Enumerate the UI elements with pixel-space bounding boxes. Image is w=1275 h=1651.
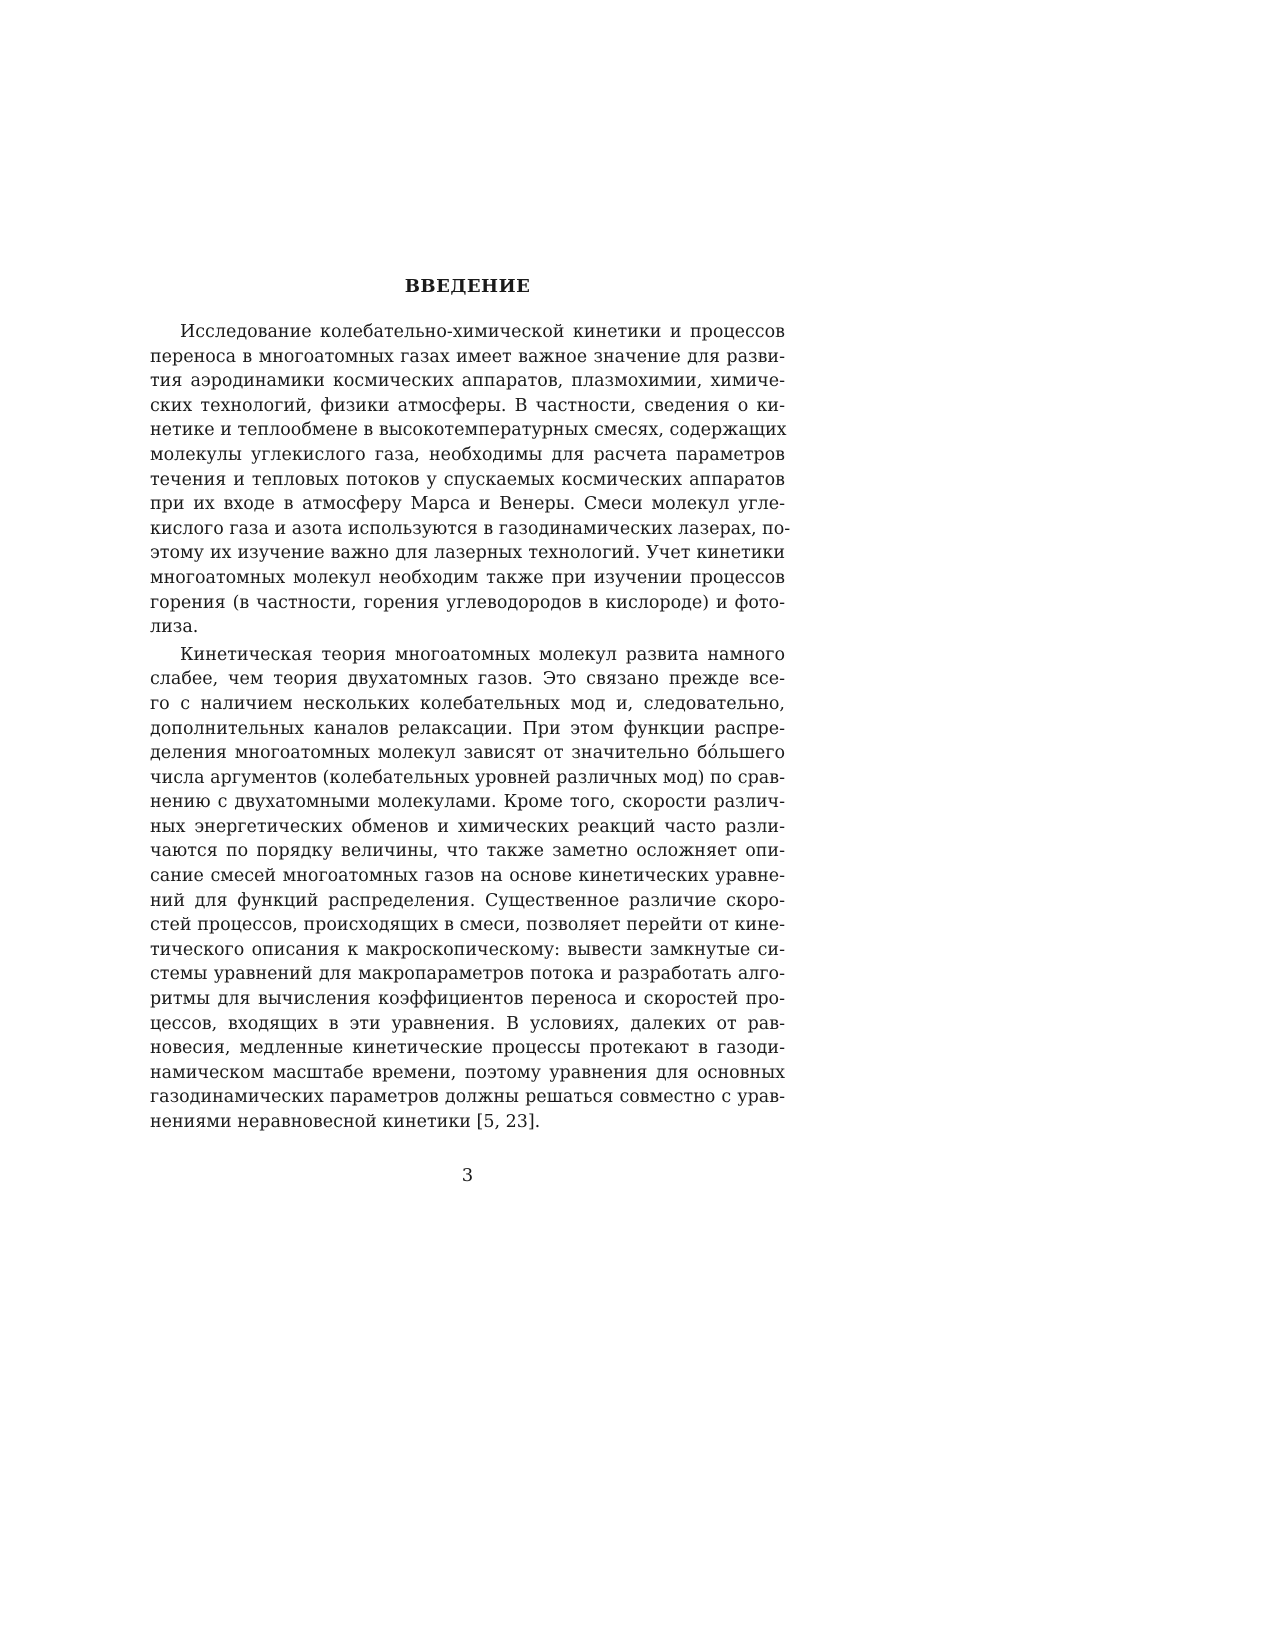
page-title: ВВЕДЕНИЕ [404,276,531,297]
text-line: течения и тепловых потоков у спускаемых космических аппаратов [150,469,785,490]
text-line: этому их изучение важно для лазерных технологий. Учет кинетики [150,543,785,564]
text-line: намическом масштабе времени, поэтому уравнения для основных [150,1062,785,1083]
text-line: цессов, входящих в эти уравнения. В условиях, далеких от рав- [150,1013,785,1034]
text-line: нению с двухатомными молекулами. Кроме того, скорости различ- [150,792,785,813]
paragraph [150,320,791,640]
text-line: ных энергетических обменов и химических реакций часто разли- [150,816,785,837]
text-line: лиза. [150,617,199,638]
text-line: горения (в частности, горения углеводородов в кислороде) и фото- [150,592,785,613]
text-line: нетике и теплообмене в высокотемпературных смесях, содержащих [150,420,787,441]
text-line: ритмы для вычисления коэффициентов переноса и скоростей про- [150,989,785,1010]
text-line: ских технологий, физики атмосферы. В частности, сведения о ки- [150,395,785,416]
text-line: при их входе в атмосферу Марса и Венеры. Смеси молекул угле- [150,494,785,515]
text-line: го с наличием нескольких колебательных мод и, следовательно, [150,693,785,714]
text-line: многоатомных молекул необходим также при изучении процессов [150,567,785,588]
text-line: дополнительных каналов релаксации. При этом функции распре- [150,718,785,739]
body-text [150,320,791,1135]
text-line: газодинамических параметров должны решаться совместно с урав- [150,1087,785,1108]
text-line: тия аэродинамики космических аппаратов, плазмохимии, химиче- [150,371,785,392]
text-line: Кинетическая теория многоатомных молекул развита намного [180,644,785,665]
paragraphs-container [150,320,791,1135]
text-line: тического описания к макроскопическому: вывести замкнутые си- [150,939,785,960]
text-line: стемы уравнений для макропараметров потока и разработать алго- [150,964,785,985]
page-number: 3 [461,1165,474,1186]
text-line: новесия, медленные кинетические процессы протекают в газоди- [150,1038,785,1059]
text-line: переноса в многоатомных газах имеет важное значение для разви- [150,346,785,367]
text-line: кислого газа и азота используются в газодинамических лазерах, по- [150,518,791,539]
text-line: числа аргументов (колебательных уровней различных мод) по срав- [150,767,785,788]
text-line: слабее, чем теория двухатомных газов. Это связано прежде все- [150,669,785,690]
text-line: деления многоатомных молекул зависят от значительно бóльшего [150,743,785,764]
text-line: молекулы углекислого газа, необходимы для расчета параметров [150,444,785,465]
text-line: сание смесей многоатомных газов на основе кинетических уравне- [150,866,785,887]
text-line: стей процессов, происходящих в смеси, позволяет перейти от кине- [150,915,785,936]
text-line: ний для функций распределения. Существенное различие скоро- [150,890,785,911]
paragraph [150,643,785,1135]
text-line: чаются по порядку величины, что также заметно осложняет опи- [150,841,785,862]
text-line: нениями неравновесной кинетики [5, 23]. [150,1112,541,1132]
text-line: Исследование колебательно-химической кинетики и процессов [180,322,785,342]
